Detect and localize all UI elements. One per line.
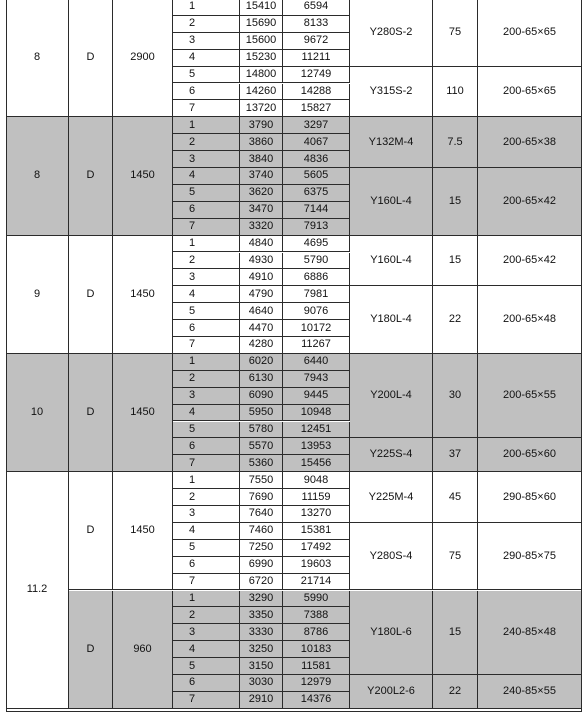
flow-cell: 5950 (240, 405, 283, 422)
motor-power-cell: 15 (433, 168, 478, 236)
stage-cell: 7 (173, 574, 240, 591)
stage-cell: 5 (173, 422, 240, 439)
flow-cell: 5780 (240, 422, 283, 439)
flow-cell: 3030 (240, 675, 283, 692)
motor-power-cell: 75 (433, 523, 478, 591)
head-value-cell: 8786 (283, 624, 350, 641)
stage-cell: 3 (173, 151, 240, 168)
motor-power-cell: 15 (433, 236, 478, 287)
head-value-cell: 7943 (283, 371, 350, 388)
head-value-cell: 11159 (283, 489, 350, 506)
size-cell: 200-65×38 (478, 117, 582, 168)
flow-cell: 6020 (240, 354, 283, 371)
head-value-cell: 11581 (283, 658, 350, 675)
stage-cell: 2 (173, 607, 240, 624)
head-value-cell: 12451 (283, 422, 350, 439)
motor-model-cell: Y160L-4 (350, 168, 433, 236)
flow-cell: 3330 (240, 624, 283, 641)
head-value-cell: 10183 (283, 641, 350, 658)
flow-cell: 4930 (240, 253, 283, 270)
motor-model-cell: Y180L-4 (350, 286, 433, 354)
flow-cell: 14800 (240, 67, 283, 84)
flow-cell: 3350 (240, 607, 283, 624)
motor-power-cell: 22 (433, 675, 478, 709)
flow-cell: 3790 (240, 117, 283, 134)
head-value-cell: 7913 (283, 219, 350, 236)
stage-cell: 3 (173, 269, 240, 286)
stage-cell: 4 (173, 523, 240, 540)
head-value-cell: 5790 (283, 253, 350, 270)
stage-cell: 1 (173, 354, 240, 371)
type-cell: D (69, 354, 113, 472)
head-value-cell: 5605 (283, 168, 350, 185)
flow-cell: 7460 (240, 523, 283, 540)
motor-power-cell: 110 (433, 67, 478, 118)
stage-cell: 3 (173, 506, 240, 523)
head-value-cell: 15456 (283, 455, 350, 472)
flow-cell: 3290 (240, 591, 283, 608)
stage-cell: 2 (173, 134, 240, 151)
size-cell: 290-85×75 (478, 523, 582, 591)
stage-cell: 4 (173, 50, 240, 67)
head-value-cell: 4695 (283, 236, 350, 253)
head-value-cell: 6440 (283, 354, 350, 371)
flow-cell: 3150 (240, 658, 283, 675)
flow-cell: 4910 (240, 269, 283, 286)
motor-model-cell: Y225M-4 (350, 472, 433, 523)
type-cell: D (69, 0, 113, 117)
stage-cell: 7 (173, 692, 240, 709)
stage-cell: 6 (173, 84, 240, 101)
flow-cell: 4280 (240, 337, 283, 354)
motor-power-cell: 7.5 (433, 117, 478, 168)
size-cell: 290-85×60 (478, 472, 582, 523)
stage-cell: 2 (173, 489, 240, 506)
motor-model-cell: Y315S-2 (350, 67, 433, 118)
motor-power-cell: 75 (433, 0, 478, 67)
flow-cell: 5360 (240, 455, 283, 472)
size-cell: 200-65×60 (478, 438, 582, 472)
size-cell: 200-65×55 (478, 354, 582, 439)
speed-cell: 1450 (113, 354, 173, 472)
flow-cell: 6090 (240, 388, 283, 405)
flow-cell: 14260 (240, 84, 283, 101)
flow-cell: 4840 (240, 236, 283, 253)
motor-power-cell: 15 (433, 591, 478, 676)
head-value-cell: 7388 (283, 607, 350, 624)
stage-cell: 2 (173, 253, 240, 270)
stage-cell: 6 (173, 675, 240, 692)
head-value-cell: 9048 (283, 472, 350, 489)
head-value-cell: 7981 (283, 286, 350, 303)
flow-cell: 15230 (240, 50, 283, 67)
stage-cell: 5 (173, 658, 240, 675)
stage-cell: 4 (173, 405, 240, 422)
speed-cell: 2900 (113, 0, 173, 117)
motor-model-cell: Y180L-6 (350, 591, 433, 676)
head-value-cell: 17492 (283, 540, 350, 557)
motor-model-cell: Y160L-4 (350, 236, 433, 287)
flow-cell: 15600 (240, 33, 283, 50)
head-cell: 10 (6, 354, 69, 472)
head-cell: 8 (6, 117, 69, 235)
head-value-cell: 11267 (283, 337, 350, 354)
head-value-cell: 6375 (283, 185, 350, 202)
stage-cell: 2 (173, 371, 240, 388)
type-cell: D (69, 236, 113, 354)
motor-power-cell: 22 (433, 286, 478, 354)
stage-cell: 5 (173, 303, 240, 320)
head-value-cell: 9672 (283, 33, 350, 50)
stage-cell: 6 (173, 438, 240, 455)
stage-cell: 5 (173, 185, 240, 202)
head-value-cell: 12979 (283, 675, 350, 692)
motor-model-cell: Y280S-4 (350, 523, 433, 591)
head-value-cell: 14288 (283, 84, 350, 101)
stage-cell: 3 (173, 33, 240, 50)
stage-cell: 1 (173, 236, 240, 253)
motor-model-cell: Y132M-4 (350, 117, 433, 168)
flow-cell: 4790 (240, 286, 283, 303)
speed-cell: 1450 (113, 472, 173, 590)
flow-cell: 5570 (240, 438, 283, 455)
flow-cell: 6720 (240, 574, 283, 591)
flow-cell: 3740 (240, 168, 283, 185)
head-value-cell: 6886 (283, 269, 350, 286)
type-cell: D (69, 591, 113, 709)
stage-cell: 1 (173, 591, 240, 608)
head-value-cell: 13953 (283, 438, 350, 455)
head-cell: 8 (6, 0, 69, 117)
stage-cell: 1 (173, 472, 240, 489)
size-cell: 240-85×48 (478, 591, 582, 676)
stage-cell: 5 (173, 67, 240, 84)
flow-cell: 7550 (240, 472, 283, 489)
head-value-cell: 8133 (283, 16, 350, 33)
stage-cell: 1 (173, 0, 240, 16)
head-value-cell: 11211 (283, 50, 350, 67)
head-value-cell: 6594 (283, 0, 350, 16)
head-cell-merged: 11.2 (6, 472, 69, 709)
head-value-cell: 15827 (283, 100, 350, 117)
head-value-cell: 4836 (283, 151, 350, 168)
head-value-cell: 10172 (283, 320, 350, 337)
motor-power-cell: 45 (433, 472, 478, 523)
flow-cell: 15690 (240, 16, 283, 33)
type-cell: D (69, 117, 113, 235)
size-cell: 200-65×42 (478, 236, 582, 287)
flow-cell: 3840 (240, 151, 283, 168)
motor-model-cell: Y280S-2 (350, 0, 433, 67)
flow-cell: 4470 (240, 320, 283, 337)
flow-cell: 7690 (240, 489, 283, 506)
flow-cell: 7250 (240, 540, 283, 557)
size-cell: 200-65×65 (478, 67, 582, 118)
size-cell: 200-65×48 (478, 286, 582, 354)
stage-cell: 7 (173, 337, 240, 354)
flow-cell: 4640 (240, 303, 283, 320)
head-cell: 9 (6, 236, 69, 354)
flow-cell: 6990 (240, 557, 283, 574)
head-value-cell: 4067 (283, 134, 350, 151)
flow-cell: 3620 (240, 185, 283, 202)
head-value-cell: 13270 (283, 506, 350, 523)
stage-cell: 3 (173, 388, 240, 405)
stage-cell: 5 (173, 540, 240, 557)
flow-cell: 3250 (240, 641, 283, 658)
head-value-cell: 21714 (283, 574, 350, 591)
stage-cell: 4 (173, 286, 240, 303)
stage-cell: 6 (173, 202, 240, 219)
flow-cell: 2910 (240, 692, 283, 709)
head-value-cell: 9076 (283, 303, 350, 320)
motor-power-cell: 37 (433, 438, 478, 472)
speed-cell: 960 (113, 591, 173, 709)
flow-cell: 6130 (240, 371, 283, 388)
size-cell: 200-65×65 (478, 0, 582, 67)
speed-cell: 1450 (113, 117, 173, 235)
head-value-cell: 5990 (283, 591, 350, 608)
size-cell: 240-85×55 (478, 675, 582, 709)
stage-cell: 7 (173, 219, 240, 236)
flow-cell: 15410 (240, 0, 283, 16)
head-value-cell: 12749 (283, 67, 350, 84)
stage-cell: 6 (173, 557, 240, 574)
flow-cell: 3320 (240, 219, 283, 236)
head-value-cell: 19603 (283, 557, 350, 574)
stage-cell: 1 (173, 117, 240, 134)
flow-cell: 3470 (240, 202, 283, 219)
head-value-cell: 10948 (283, 405, 350, 422)
stage-cell: 2 (173, 16, 240, 33)
head-value-cell: 14376 (283, 692, 350, 709)
stage-cell: 7 (173, 100, 240, 117)
motor-power-cell: 30 (433, 354, 478, 439)
stage-cell: 3 (173, 624, 240, 641)
type-cell: D (69, 472, 113, 590)
flow-cell: 3860 (240, 134, 283, 151)
flow-cell: 7640 (240, 506, 283, 523)
head-value-cell: 7144 (283, 202, 350, 219)
stage-cell: 6 (173, 320, 240, 337)
stage-cell: 4 (173, 168, 240, 185)
motor-model-cell: Y225S-4 (350, 438, 433, 472)
speed-cell: 1450 (113, 236, 173, 354)
flow-cell: 13720 (240, 100, 283, 117)
stage-cell: 4 (173, 641, 240, 658)
stage-cell: 7 (173, 455, 240, 472)
motor-model-cell: Y200L-4 (350, 354, 433, 439)
motor-model-cell: Y200L2-6 (350, 675, 433, 709)
head-value-cell: 9445 (283, 388, 350, 405)
size-cell: 200-65×42 (478, 168, 582, 236)
head-value-cell: 15381 (283, 523, 350, 540)
head-value-cell: 3297 (283, 117, 350, 134)
